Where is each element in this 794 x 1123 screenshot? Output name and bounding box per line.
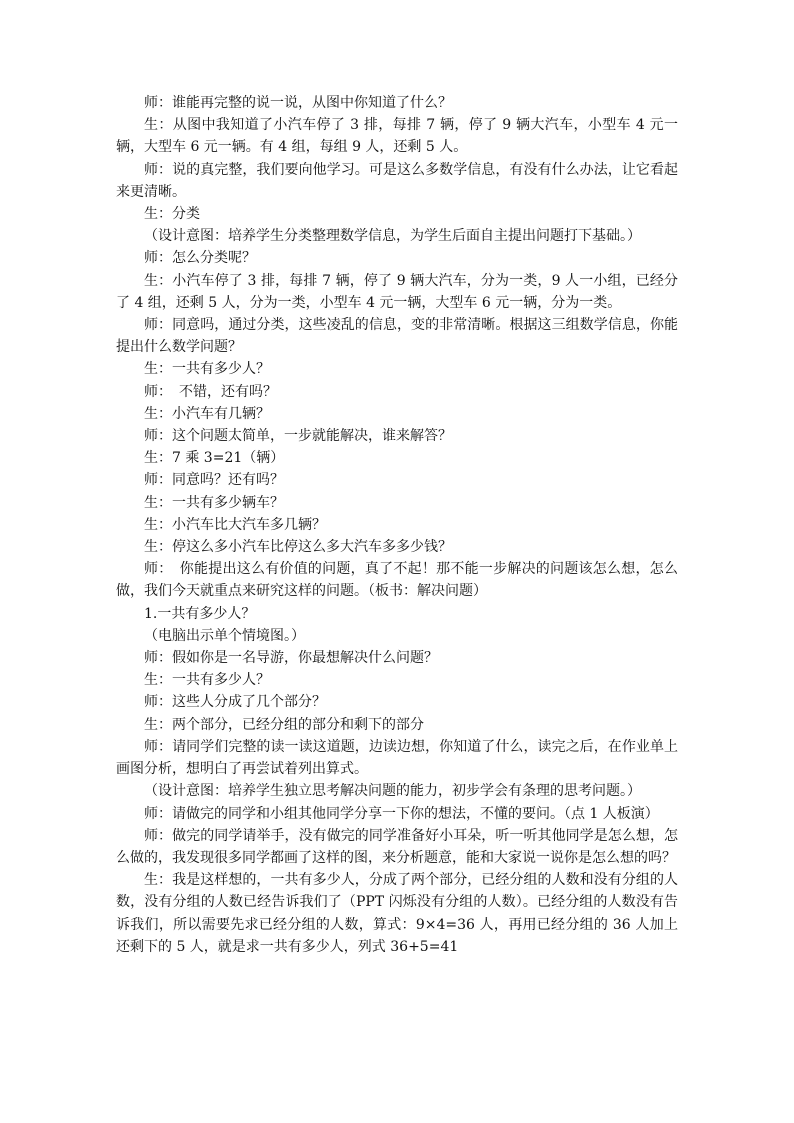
paragraph-26: （设计意图：培养学生独立思考解决问题的能力，初步学会有条理的思考问题。）: [144, 783, 641, 800]
paragraph-18: 师： 你能提出这么有价值的问题，真了不起！那不能一步解决的问题该怎么想，怎么做，我们今天就重点来研究这样的问题。（板书：解决问题）: [116, 561, 678, 600]
paragraph-2: 生：从图中我知道了小汽车停了 3 排，每排 7 辆，停了 9 辆大汽车，小型车 4 元一辆，大型车 6 元一辆。有 4 组，每组 9 人，还剩 5 人。: [116, 117, 678, 156]
paragraph-27: 师：请做完的同学和小组其他同学分享一下你的想法，不懂的要问。（点 1 人板演）: [144, 805, 659, 822]
paragraph-17: 生：停这么多小汽车比停这么多大汽车多多少钱？: [144, 539, 452, 556]
document-page: [116, 92, 678, 958]
paragraph-1: 师：谁能再完整的说一说，从图中你知道了什么？: [144, 95, 452, 111]
paragraph-4: 生：分类: [144, 206, 200, 223]
paragraph-5: （设计意图：培养学生分类整理数学信息，为学生后面自主提出问题打下基础。）: [144, 228, 641, 245]
paragraph-23: 师：这些人分成了几个部分？: [144, 694, 326, 711]
paragraph-6: 师：怎么分类呢？: [144, 250, 256, 267]
paragraph-28: 师：做完的同学请举手，没有做完的同学准备好小耳朵，听一听其他同学是怎么想，怎么做的，我发现很多同学都画了这样的图，来分析题意，能和大家说一说你是怎么想的吗？: [116, 827, 678, 866]
paragraph-20: （电脑出示单个情境图。）: [144, 627, 305, 644]
paragraph-3: 师：说的真完整，我们要向他学习。可是这么多数学信息，有没有什么办法，让它看起来更清晰。: [116, 161, 678, 200]
paragraph-15: 生：一共有多少辆车？: [144, 494, 284, 511]
paragraph-22: 生：一共有多少人？: [144, 672, 270, 689]
paragraph-21: 师：假如你是一名导游，你最想解决什么问题？: [144, 650, 438, 667]
paragraph-10: 师： 不错，还有吗？: [144, 383, 277, 400]
paragraph-13: 生：7 乘 3=21（辆）: [144, 450, 285, 467]
paragraph-19: 1.一共有多少人？: [144, 605, 256, 622]
paragraph-9: 生：一共有多少人？: [144, 361, 270, 378]
paragraph-16: 生：小汽车比大汽车多几辆？: [144, 516, 326, 533]
paragraph-7: 生：小汽车停了 3 排，每排 7 辆，停了 9 辆大汽车，分为一类，9 人一小组，已经分了 4 组，还剩 5 人，分为一类，小型车 4 元一辆，大型车 6 元一辆，分为一类。: [116, 272, 678, 311]
paragraph-14: 师：同意吗？还有吗？: [144, 472, 284, 489]
paragraph-25: 师：请同学们完整的读一读这道题，边读边想，你知道了什么，读完之后，在作业单上画图分析，想明白了再尝试着列出算式。: [116, 738, 678, 778]
paragraph-12: 师：这个问题太简单，一步就能解决，谁来解答？: [144, 428, 452, 445]
paragraph-11: 生：小汽车有几辆？: [144, 405, 270, 422]
paragraph-29: 生：我是这样想的，一共有多少人，分成了两个部分，已经分组的人数和没有分组的人数，没有分组的人数已经告诉我们了（PPT 闪烁没有分组的人数）。已经分组的人数没有告诉我们，所以需要先求已经分组的人数，算式：9×4=36 人，再用已经分组的 36 人加上还剩下的 5 人，就是求一共有多少人，列式 36+5=41: [116, 872, 678, 955]
paragraph-24: 生：两个部分，已经分组的部分和剩下的部分: [144, 716, 424, 733]
paragraph-8: 师：同意吗，通过分类，这些凌乱的信息，变的非常清晰。根据这三组数学信息，你能提出什么数学问题？: [116, 317, 678, 356]
